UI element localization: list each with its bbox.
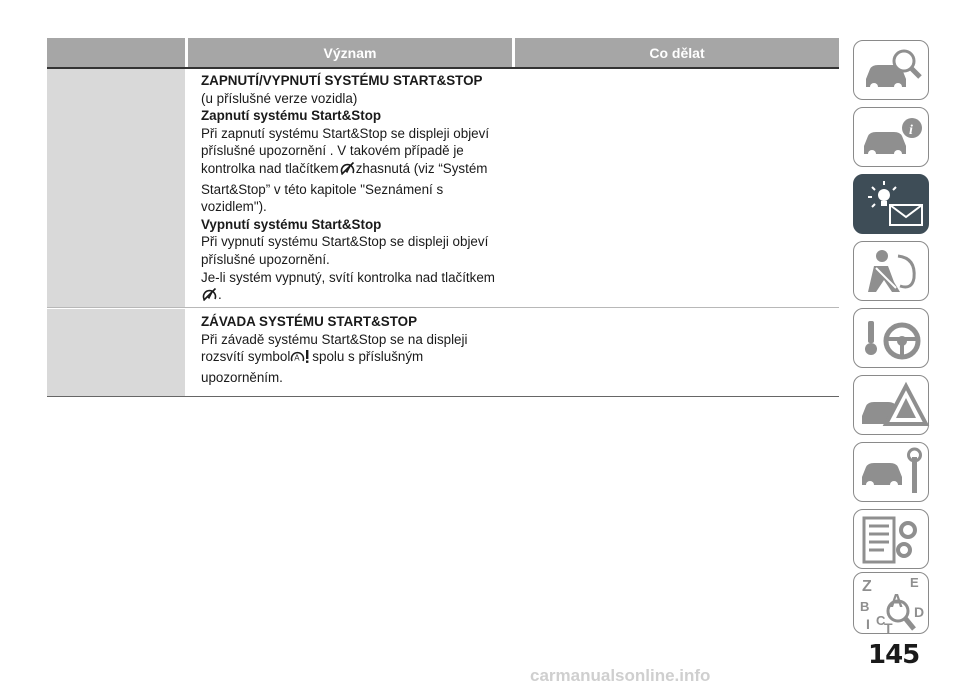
car-info-icon <box>854 108 930 168</box>
text-fragment: zhasnutá (viz “Systém <box>355 160 488 176</box>
starting-driving-icon <box>854 309 930 369</box>
subheading-off: Vypnutí systému Start&Stop <box>201 216 382 232</box>
text-line: upozorněním. <box>201 369 283 385</box>
text-line: vozidlem"). <box>201 199 267 215</box>
warning-lights-messages-icon <box>854 175 930 235</box>
page-number: 145 <box>868 640 920 670</box>
row1-left-cell <box>47 69 185 307</box>
car-knowledge-icon <box>854 41 930 101</box>
watermark: carmanualsonline.info <box>530 666 711 685</box>
svg-text:i: i <box>909 123 913 138</box>
text-line-with-icon <box>201 160 521 181</box>
row2-left-cell <box>47 309 185 396</box>
row2-meaning-text <box>201 313 521 386</box>
text-fragment: spolu s příslušným <box>312 349 424 365</box>
start-stop-off-icon <box>339 161 356 181</box>
row2-title: ZÁVADA SYSTÉMU START&STOP <box>201 314 417 329</box>
text-fragment: . <box>218 287 222 303</box>
tab-technical-data[interactable] <box>853 509 929 569</box>
table-bottom-rule <box>47 396 839 397</box>
index-letter-c: C <box>876 613 886 628</box>
text-line-with-icon <box>201 286 521 307</box>
index-letter-i: I <box>866 616 870 632</box>
index-letter-d: D <box>914 604 925 620</box>
emergency-icon <box>854 376 930 436</box>
index-icon <box>854 573 930 635</box>
start-stop-failure-icon <box>290 349 312 369</box>
tab-car-info[interactable] <box>853 107 929 167</box>
subheading-on: Zapnutí systému Start&Stop <box>201 108 382 124</box>
text-line: (u příslušné verze vozidla) <box>201 90 358 106</box>
text-line: příslušné upozornění . V takovém případě je <box>201 143 464 159</box>
index-letter-a: A <box>890 591 903 611</box>
header-meaning: Význam <box>188 38 512 68</box>
text-line: Při vypnutí systému Start&Stop se displeji objeví <box>201 234 489 250</box>
index-letter-t: T <box>884 620 893 635</box>
text-line: Je-li systém vypnutý, svítí kontrolka nad tlačítkem <box>201 269 495 285</box>
svg-text:A: A <box>294 353 300 363</box>
maintenance-icon <box>854 443 930 503</box>
safety-airbag-icon <box>854 242 930 302</box>
tab-emergency[interactable] <box>853 375 929 435</box>
row1-title: ZAPNUTÍ/VYPNUTÍ SYSTÉMU START&STOP <box>201 73 483 88</box>
tab-warning-lights[interactable] <box>853 174 929 234</box>
text-line: příslušné upozornění. <box>201 251 330 267</box>
tab-safety[interactable] <box>853 241 929 301</box>
text-fragment: kontrolka nad tlačítkem <box>201 160 339 176</box>
tab-starting-driving[interactable] <box>853 308 929 368</box>
text-line: Při zapnutí systému Start&Stop se displeji objeví <box>201 125 490 141</box>
index-letter-z: Z <box>862 578 872 595</box>
row1-meaning-text <box>201 72 521 307</box>
text-line: Start&Stop” v této kapitole "Seznámení s <box>201 181 444 197</box>
text-fragment: rozsvítí symbol <box>201 349 291 365</box>
text-line: Při závadě systému Start&Stop se na displeji <box>201 331 468 347</box>
start-stop-off-icon <box>201 287 218 307</box>
technical-data-icon <box>854 510 930 570</box>
tab-index[interactable] <box>853 572 929 634</box>
index-letter-b: B <box>860 599 870 614</box>
tab-maintenance[interactable] <box>853 442 929 502</box>
index-letter-e: E <box>910 575 919 590</box>
row-separator <box>47 307 839 308</box>
header-action: Co dělat <box>515 38 839 68</box>
header-blank-cell <box>47 38 185 68</box>
text-line-with-icon <box>201 348 521 369</box>
tab-knowledge[interactable] <box>853 40 929 100</box>
